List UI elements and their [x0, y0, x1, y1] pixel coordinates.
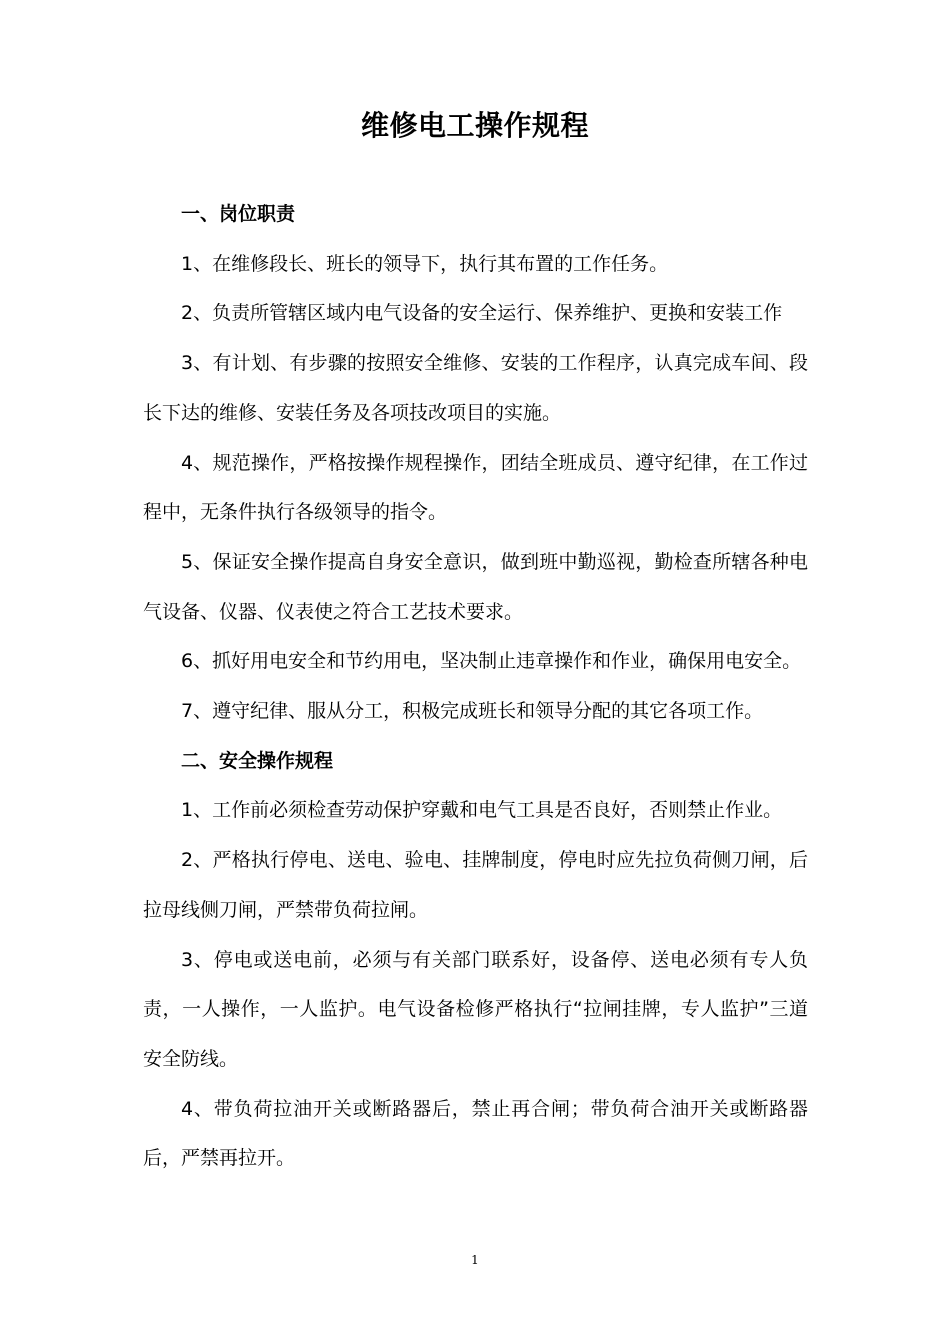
paragraph: 2、严格执行停电、送电、验电、挂牌制度，停电时应先拉负荷侧刀闸，后拉母线侧刀闸，严禁带负荷拉闸。: [143, 849, 808, 921]
paragraph: 7、遵守纪律、服从分工，积极完成班长和领导分配的其它各项工作。: [181, 700, 764, 723]
paragraph: 3、有计划、有步骤的按照安全维修、安装的工作程序，认真完成车间、段长下达的维修、安装任务及各项技改项目的实施。: [143, 352, 808, 424]
section-heading: 二、安全操作规程: [181, 749, 334, 772]
paragraph: 5、保证安全操作提高自身安全意识，做到班中勤巡视，勤检查所辖各种电气设备、仪器、仪表使之符合工艺技术要求。: [143, 550, 808, 623]
paragraph: 2、负责所管辖区域内电气设备的安全运行、保养维护、更换和安装工作: [181, 302, 783, 325]
paragraph: 3、停电或送电前，必须与有关部门联系好，设备停、送电必须有专人负责，一人操作，一人监护。电气设备检修严格执行“拉闸挂牌，专人监护”三道安全防线。: [143, 948, 808, 1070]
paragraph: 1、在维修段长、班长的领导下，执行其布置的工作任务。: [181, 252, 669, 275]
paragraph: 4、带负荷拉油开关或断路器后，禁止再合闸；带负荷合油开关或断路器后，严禁再拉开。: [143, 1097, 808, 1170]
section-heading: 一、岗位职责: [181, 203, 296, 225]
paragraph: 4、规范操作，严格按操作规程操作，团结全班成员、遵守纪律，在工作过程中，无条件执行各级领导的指令。: [143, 451, 808, 524]
document-title: 维修电工操作规程: [360, 109, 589, 142]
page-number: 1: [471, 1253, 479, 1267]
document-body: [143, 190, 808, 1184]
paragraph: 6、抓好用电安全和节约用电，坚决制止违章操作和作业，确保用电安全。: [181, 650, 802, 673]
paragraph: 1、工作前必须检查劳动保护穿戴和电气工具是否良好，否则禁止作业。: [181, 799, 783, 822]
